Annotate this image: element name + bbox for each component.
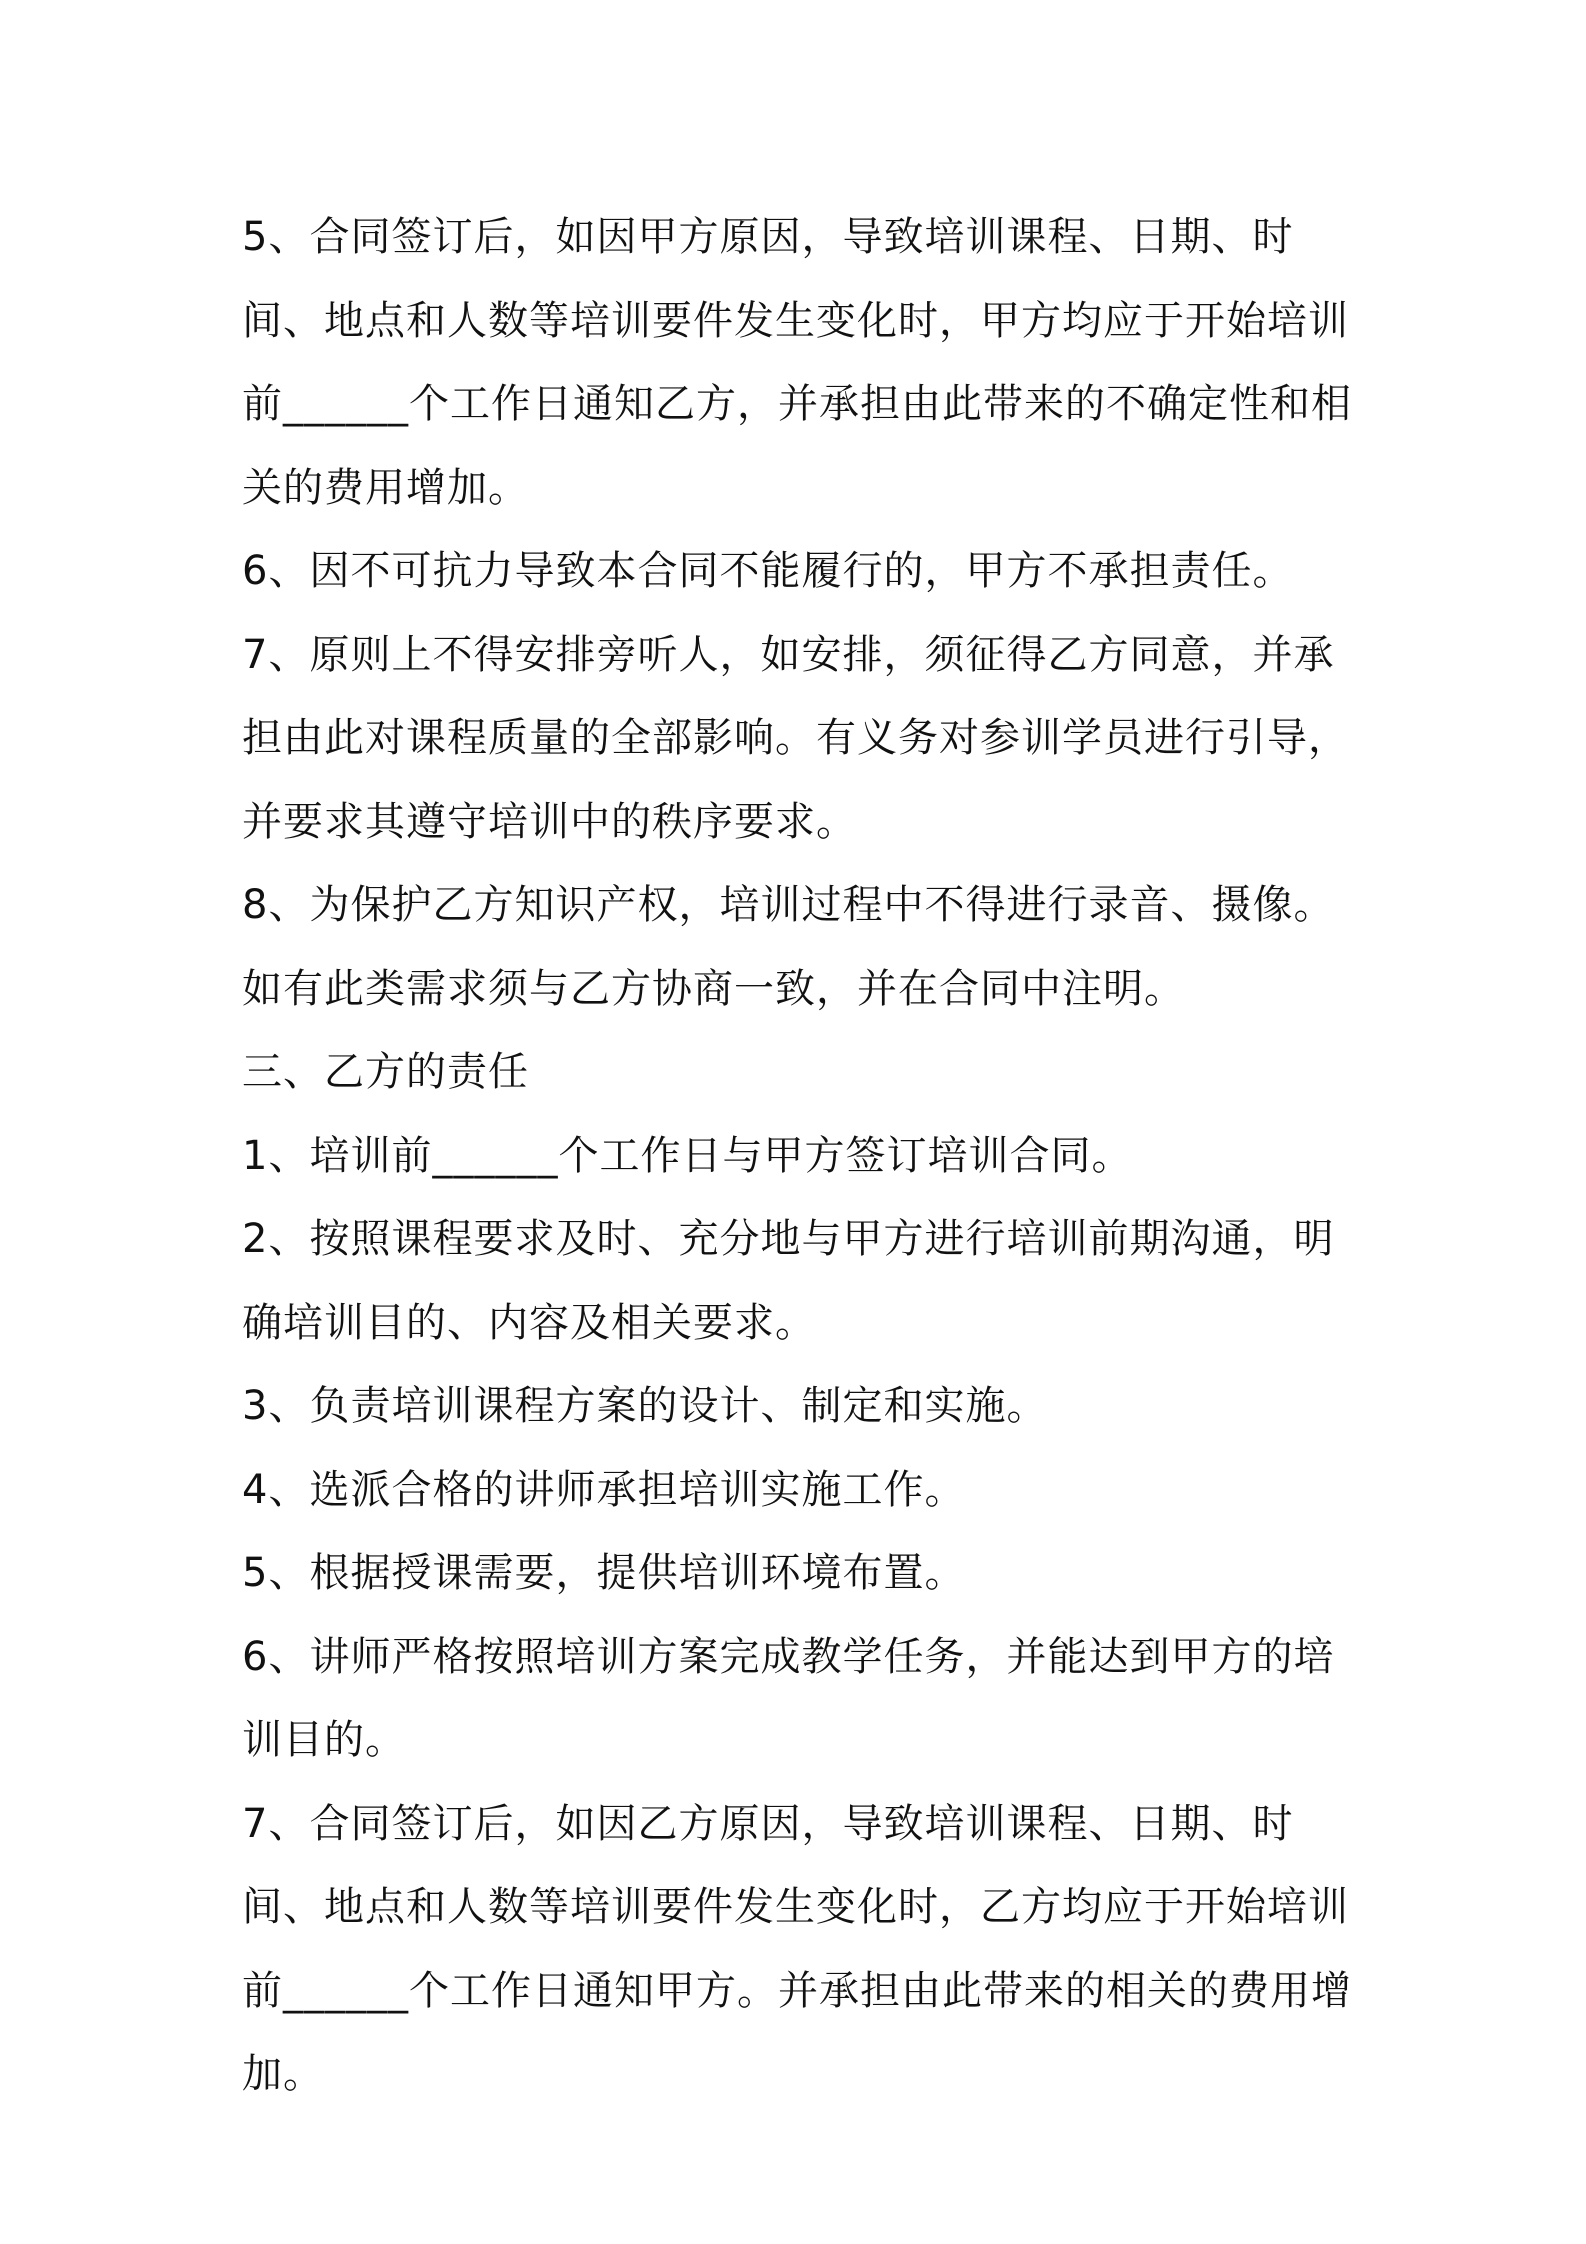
clause-party-b-5: 5、根据授课需要，提供培训环境布置。 <box>242 1550 966 1596</box>
clause-party-b-1: 1、培训前______个工作日与甲方签订培训合同。 <box>242 1132 1133 1179</box>
section-heading-party-b: 三、乙方的责任 <box>242 1049 529 1095</box>
clause-party-b-4: 4、选派合格的讲师承担培训实施工作。 <box>242 1466 966 1513</box>
clause-party-a-7: 7、原则上不得安排旁听人，如安排，须征得乙方同意，并承担由此对课程质量的全部影响。有义务对参训学员进行引导，并要求其遵守培训中的秩序要求。 <box>242 631 1349 845</box>
clause-party-b-2: 2、按照课程要求及时、充分地与甲方进行培训前期沟通，明确培训目的、内容及相关要求。 <box>242 1216 1335 1346</box>
clause-party-b-7: 7、合同签订后，如因乙方原因，导致培训课程、日期、时间、地点和人数等培训要件发生变化时，乙方均应于开始培训前______个工作日通知甲方。并承担由此带来的相关的费用增加。 <box>242 1800 1352 2097</box>
clause-party-a-8: 8、为保护乙方知识产权，培训过程中不得进行录音、摄像。如有此类需求须与乙方协商一致，并在合同中注明。 <box>242 882 1335 1012</box>
clause-party-b-3: 3、负责培训课程方案的设计、制定和实施。 <box>242 1383 1048 1429</box>
document-body <box>242 196 1372 2117</box>
clause-party-b-6: 6、讲师严格按照培训方案完成教学任务，并能达到甲方的培训目的。 <box>242 1633 1335 1763</box>
clause-party-a-5: 5、合同签订后，如因甲方原因，导致培训课程、日期、时间、地点和人数等培训要件发生变化时，甲方均应于开始培训前______个工作日通知乙方，并承担由此带来的不确定性和相关的费用增加。 <box>242 214 1352 511</box>
clause-party-a-6: 6、因不可抗力导致本合同不能履行的，甲方不承担责任。 <box>242 548 1294 594</box>
